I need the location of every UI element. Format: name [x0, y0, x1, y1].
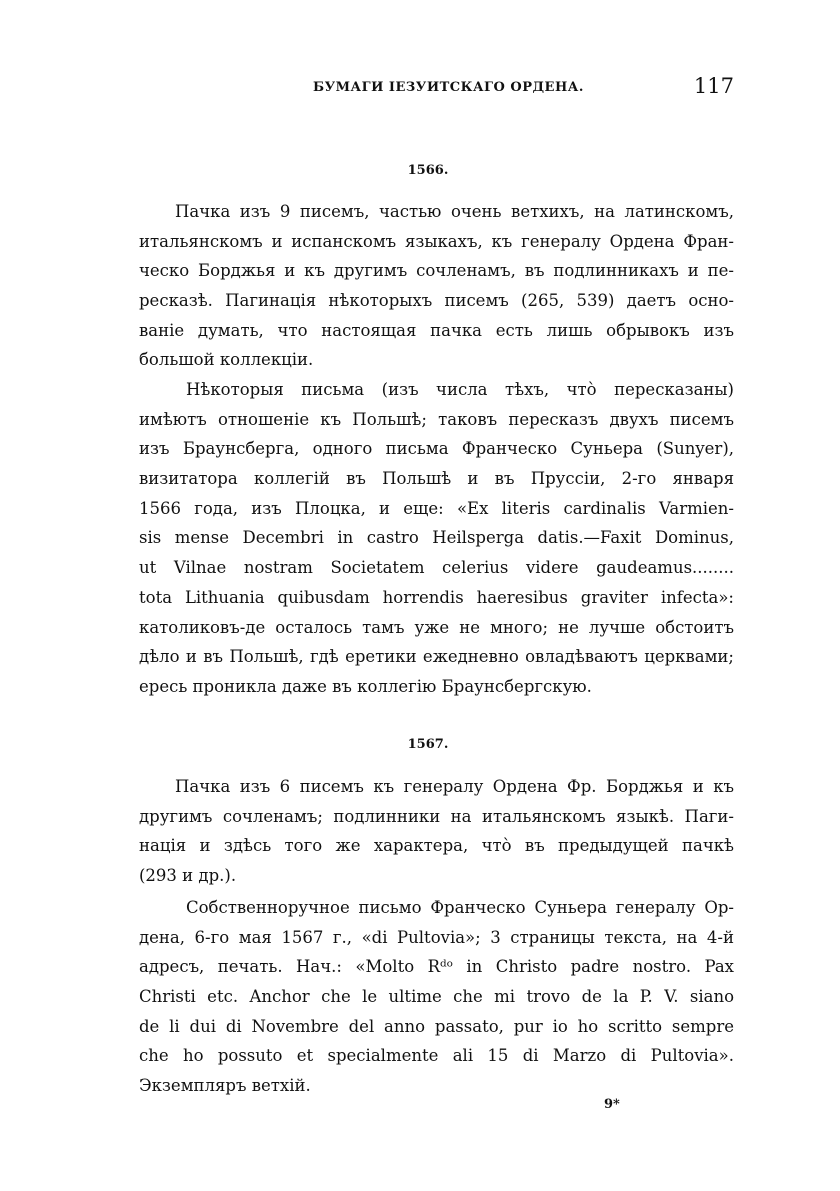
year-heading-1567: 1567.	[407, 737, 449, 752]
text-line: tota Lithuania quibusdam horrendis haeresibus graviter infecta»:	[139, 587, 734, 607]
text-line: имѣютъ отношеніе къ Польшѣ; таковъ пересказъ двухъ писемъ	[139, 409, 734, 429]
text-line: католиковъ-де осталось тамъ уже не много; не лучше обстоитъ	[139, 617, 734, 637]
text-line: Собственноручное письмо Франческо Суньера генералу Ор-	[186, 898, 734, 917]
running-head: БУМАГИ ІЕЗУИТСКАГО ОРДЕНА.	[313, 80, 584, 95]
text-line: Пачка изъ 6 писемъ къ генералу Ордена Фр. Борджья и къ	[175, 777, 734, 796]
text-line: ваніе думать, что настоящая пачка есть лишь обрывокъ изъ	[139, 320, 734, 340]
text-line: Пачка изъ 9 писемъ, частью очень ветхихъ, на латинскомъ,	[175, 202, 734, 221]
text-line: 1566 года, изъ Плоцка, и еще: «Ex literis cardinalis Varmien-	[139, 498, 734, 518]
text-line: Christi etc. Anchor che le ultime che mi trovo de la P. V. siano	[139, 987, 734, 1007]
text-line: Нѣкоторыя письма (изъ числа тѣхъ, что̀ пересказаны)	[186, 380, 734, 399]
text-line: дена, 6-го мая 1567 г., «di Pultovia»; 3 страницы текста, на 4-й	[139, 927, 734, 947]
text-line: (293 и др.).	[139, 866, 237, 886]
signature-mark: 9*	[604, 1097, 620, 1112]
text-line: итальянскомъ и испанскомъ языкахъ, къ генералу Ордена Фран-	[139, 231, 734, 251]
page-number: 117	[693, 74, 734, 98]
text-line: ut Vilnae nostram Societatem celerius videre gaudeamus........	[139, 558, 734, 578]
text-line: ересь проникла даже въ коллегію Браунсбергскую.	[139, 676, 592, 696]
text-line: адресъ, печать. Нач.: «Molto Rᵈᵒ in Christo padre nostro. Pax	[139, 957, 734, 977]
text-line: sis mense Decembri in castro Heilsperga datis.—Faxit Dominus,	[139, 528, 734, 548]
text-line: ческо Борджья и къ другимъ сочленамъ, въ подлинникахъ и пе-	[139, 261, 734, 281]
text-line: de li dui di Novembre del anno passato, pur io ho scritto sempre	[139, 1016, 734, 1036]
text-line: визитатора коллегій въ Польшѣ и въ Пруссіи, 2-го января	[139, 469, 734, 489]
paragraph-1566-bundle	[139, 197, 734, 375]
paragraph-1567-bundle	[139, 772, 734, 891]
text-line: нація и здѣсь того же характера, что̀ въ предыдущей пачкѣ	[139, 836, 734, 856]
year-heading-1566: 1566.	[407, 163, 449, 178]
text-line: che ho possuto et specialmente ali 15 di Marzo di Pultovia».	[139, 1046, 734, 1066]
paragraph-1567-letter	[139, 893, 734, 1101]
paragraph-1566-letters	[139, 375, 734, 702]
text-line: другимъ сочленамъ; подлинники на итальянскомъ языкѣ. Паги-	[139, 806, 734, 826]
text-line: дѣло и въ Польшѣ, гдѣ еретики ежедневно овладѣваютъ церквами;	[139, 647, 734, 667]
text-line: изъ Браунсберга, одного письма Франческо Суньера (Sunyer),	[139, 439, 734, 459]
text-line: большой коллекціи.	[139, 350, 314, 370]
text-line: ресказѣ. Пагинація нѣкоторыхъ писемъ (265, 539) даетъ осно-	[139, 291, 734, 311]
text-line: Экземпляръ ветхій.	[139, 1076, 311, 1096]
